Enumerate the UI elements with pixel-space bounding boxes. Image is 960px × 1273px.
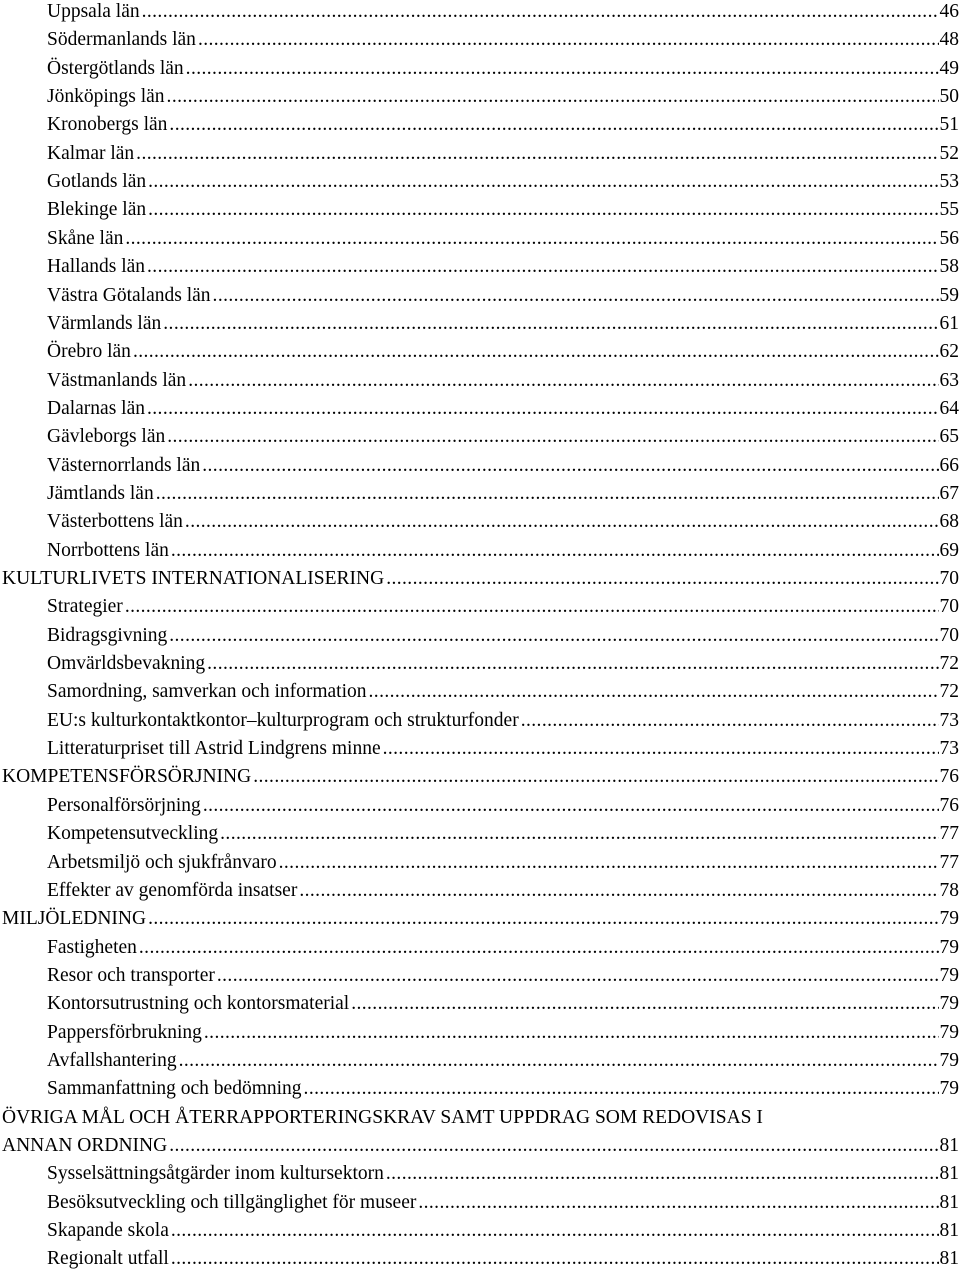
toc-entry[interactable] [0, 990, 959, 1018]
toc-row [0, 792, 959, 820]
toc-dot-leader [136, 140, 938, 168]
toc-page-number: 77 [939, 851, 959, 873]
toc-page-number: 70 [939, 568, 959, 589]
toc-dot-leader [204, 1019, 939, 1047]
toc-entry[interactable] [0, 0, 959, 26]
toc-dot-leader [125, 593, 939, 621]
toc-row [0, 537, 959, 565]
toc-dot-leader [186, 55, 939, 83]
toc-page-number: 61 [939, 312, 959, 334]
toc-row [0, 225, 959, 253]
toc-entry-title: Västra Götalands län [47, 284, 211, 306]
toc-row [0, 990, 959, 1018]
toc-row [0, 1189, 959, 1217]
toc-page-number: 81 [939, 1163, 959, 1185]
toc-dot-leader [299, 877, 938, 905]
toc-page-number: 79 [939, 908, 959, 930]
toc-row [0, 282, 959, 310]
toc-entry-title: Uppsala län [47, 1, 140, 22]
toc-entry-title: Västerbottens län [47, 511, 183, 533]
toc-entry[interactable] [0, 282, 959, 310]
toc-entry-title: Kompetensutveckling [47, 823, 219, 845]
toc-entry-title: Litteraturpriset till Astrid Lindgrens minne [47, 738, 381, 760]
toc-row [0, 83, 959, 111]
toc-dot-leader [169, 1132, 938, 1160]
toc-entry[interactable] [0, 537, 959, 565]
toc-entry[interactable] [0, 196, 959, 224]
toc-row [0, 452, 959, 480]
toc-entry-title: Bidragsgivning [47, 624, 168, 646]
toc-dot-leader [220, 820, 938, 848]
toc-page-number: 79 [939, 1049, 959, 1071]
toc-row [0, 593, 959, 621]
toc-dot-leader [148, 905, 938, 933]
toc-entry[interactable] [0, 508, 959, 536]
toc-entry-title: Besöksutveckling och tillgänglighet för museer [47, 1191, 417, 1213]
toc-page-number: 50 [939, 86, 959, 108]
toc-row [0, 934, 959, 962]
toc-page-number: 81 [939, 1134, 959, 1156]
toc-row [0, 962, 959, 990]
toc-dot-leader [203, 792, 939, 820]
toc-page-number: 79 [939, 936, 959, 958]
toc-entry[interactable] [0, 140, 959, 168]
toc-dot-leader [369, 678, 939, 706]
toc-page-number: 67 [939, 482, 959, 504]
toc-entry[interactable] [0, 962, 959, 990]
toc-entry-title: Gävleborgs län [47, 426, 166, 448]
toc-entry-title: Skåne län [47, 227, 124, 249]
toc-entry[interactable] [0, 707, 959, 735]
toc-dot-leader [188, 367, 938, 395]
toc-entry[interactable] [0, 83, 959, 111]
toc-entry-title: Västmanlands län [47, 369, 187, 391]
toc-page-number: 81 [939, 1248, 959, 1270]
toc-row [0, 763, 959, 791]
toc-row [0, 253, 959, 281]
toc-page-number: 79 [939, 993, 959, 1015]
toc-entry-title: Regionalt utfall [47, 1248, 169, 1270]
toc-entry[interactable] [0, 763, 959, 791]
toc-entry[interactable] [0, 905, 959, 933]
toc-entry-title: Södermanlands län [47, 29, 196, 51]
toc-entry[interactable] [0, 1160, 959, 1188]
toc-entry-title: Kalmar län [47, 142, 135, 164]
toc-dot-leader [163, 310, 938, 338]
toc-page-number: 49 [939, 57, 959, 79]
toc-row [0, 1047, 959, 1075]
toc-entry[interactable] [0, 1245, 959, 1273]
toc-page-number: 48 [939, 29, 959, 51]
toc-entry-title: Skapande skola [47, 1220, 169, 1242]
toc-page-number: 73 [939, 738, 959, 760]
toc-row [0, 196, 959, 224]
toc-page-number: 79 [939, 1078, 959, 1100]
toc-dot-leader [253, 763, 938, 791]
toc-page-number: 73 [939, 709, 959, 731]
toc-entry-title: Östergötlands län [47, 57, 184, 79]
toc-page-number: 65 [939, 426, 959, 448]
toc-entry-title: Blekinge län [47, 199, 147, 221]
toc-entry-title: Samordning, samverkan och information [47, 681, 367, 703]
toc-entry[interactable] [0, 395, 959, 423]
toc-entry-title: Västernorrlands län [47, 454, 201, 476]
toc-entry[interactable] [0, 678, 959, 706]
toc-dot-leader [171, 1245, 939, 1273]
toc-row [0, 678, 959, 706]
toc-page-number: 76 [939, 766, 959, 788]
toc-entry-title: Jämtlands län [47, 482, 154, 504]
toc-entry-title: Kontorsutrustning och kontorsmaterial [47, 993, 350, 1015]
toc-entry[interactable] [0, 1019, 959, 1047]
toc-dot-leader [386, 565, 938, 593]
toc-entry[interactable] [0, 452, 959, 480]
toc-entry-title: Jönköpings län [47, 86, 165, 108]
toc-row [0, 423, 959, 451]
toc-entry-title: Arbetsmiljö och sjukfrånvaro [47, 851, 277, 873]
toc-row [0, 1245, 959, 1273]
toc-dot-leader [125, 225, 938, 253]
toc-entry[interactable] [0, 338, 959, 366]
toc-entry-title: KULTURLIVETS INTERNATIONALISERING [2, 568, 385, 589]
toc-page-number: 77 [939, 823, 959, 845]
toc-row [0, 1075, 959, 1103]
toc-page-number: 66 [939, 454, 959, 476]
toc-page-number: 76 [939, 794, 959, 816]
toc-row [0, 820, 959, 848]
toc-dot-leader [217, 962, 939, 990]
toc-dot-leader [386, 1160, 939, 1188]
toc-row [0, 650, 959, 678]
toc-dot-leader [198, 26, 939, 54]
toc-page-number: 70 [939, 596, 959, 618]
toc-row [0, 735, 959, 763]
toc-entry[interactable] [0, 934, 959, 962]
toc-dot-leader [179, 1047, 939, 1075]
toc-entry-title: Pappersförbrukning [47, 1021, 202, 1043]
toc-page-number: 63 [939, 369, 959, 391]
toc-row [0, 1217, 959, 1245]
toc-row [0, 508, 959, 536]
toc-entry[interactable] [0, 367, 959, 395]
toc-dot-leader [383, 735, 939, 763]
toc-page-number: 46 [939, 1, 959, 22]
toc-entry[interactable] [0, 1047, 959, 1075]
toc-page-number: 70 [939, 624, 959, 646]
toc-entry[interactable] [0, 480, 959, 508]
toc-dot-leader [148, 196, 938, 224]
toc-page-number: 69 [939, 539, 959, 561]
toc-row [0, 565, 959, 593]
toc-page-number: 59 [939, 284, 959, 306]
toc-entry[interactable] [0, 820, 959, 848]
toc-dot-leader [202, 452, 938, 480]
toc-page-number: 58 [939, 256, 959, 278]
toc-dot-leader [169, 111, 938, 139]
toc-page-number: 78 [939, 879, 959, 901]
toc-entry[interactable] [0, 1189, 959, 1217]
toc-entry-title: Hallands län [47, 256, 146, 278]
toc-entry[interactable] [0, 849, 959, 877]
toc-entry-title: Värmlands län [47, 312, 162, 334]
toc-entry-title: Resor och transporter [47, 964, 215, 986]
toc-dot-leader [147, 395, 939, 423]
toc-row [0, 1019, 959, 1047]
toc-row [0, 140, 959, 168]
toc-row [0, 395, 959, 423]
toc-entry-title: Effekter av genomförda insatser [47, 879, 298, 901]
toc-entry-title: Personalförsörjning [47, 794, 201, 816]
toc-row [0, 849, 959, 877]
toc-page-number: 51 [939, 114, 959, 136]
toc-page-number: 79 [939, 964, 959, 986]
toc-dot-leader [142, 0, 939, 26]
toc-entry-title: Omvärldsbevakning [47, 653, 206, 675]
toc-entry-title: EU:s kulturkontaktkontor–kulturprogram och strukturfonder [47, 709, 519, 731]
toc-row [0, 905, 959, 933]
toc-entry[interactable] [0, 168, 959, 196]
toc-entry[interactable] [0, 650, 959, 678]
toc-row [0, 480, 959, 508]
toc-dot-leader [167, 83, 939, 111]
toc-entry[interactable] [0, 565, 959, 593]
toc-row [0, 622, 959, 650]
toc-entry-title: Dalarnas län [47, 397, 145, 419]
toc-row [0, 55, 959, 83]
toc-entry-title: Sammanfattning och bedömning [47, 1078, 302, 1100]
toc-dot-leader [418, 1189, 938, 1217]
toc-entry[interactable] [0, 423, 959, 451]
toc-row [0, 26, 959, 54]
toc-entry-title-line2: ANNAN ORDNING [2, 1134, 168, 1156]
toc-entry-title: Norrbottens län [47, 539, 169, 561]
toc-row [0, 1132, 959, 1160]
toc-entry[interactable] [0, 310, 959, 338]
toc-entry-title: Örebro län [47, 341, 131, 363]
toc-dot-leader [147, 253, 938, 281]
toc-entry[interactable] [0, 1217, 959, 1245]
toc-entry[interactable] [0, 111, 959, 139]
toc-page-number: 72 [939, 653, 959, 675]
toc-page-number: 62 [939, 341, 959, 363]
toc-entry[interactable] [0, 1075, 959, 1103]
toc-dot-leader [169, 622, 938, 650]
toc-dot-leader [207, 650, 938, 678]
toc-dot-leader [171, 1217, 939, 1245]
toc-page-number: 81 [939, 1191, 959, 1213]
toc-entry[interactable] [0, 26, 959, 54]
toc-row [0, 168, 959, 196]
toc-entry-title: Kronobergs län [47, 114, 168, 136]
toc-row [0, 1160, 959, 1188]
toc-entry-title: Sysselsättningsåtgärder inom kultursektorn [47, 1163, 384, 1185]
toc-entry[interactable] [0, 225, 959, 253]
toc-entry-title: Fastigheten [47, 936, 137, 958]
toc-dot-leader [148, 168, 938, 196]
toc-dot-leader [133, 338, 939, 366]
toc-page-number: 68 [939, 511, 959, 533]
toc-entry[interactable] [0, 253, 959, 281]
toc-entry[interactable] [0, 622, 959, 650]
toc-dot-leader [171, 537, 939, 565]
toc-page-number: 52 [939, 142, 959, 164]
toc-page-number: 53 [939, 171, 959, 193]
toc-page-number: 56 [939, 227, 959, 249]
toc-page-number: 72 [939, 681, 959, 703]
toc-page-number: 55 [939, 199, 959, 221]
toc-entry-title: Strategier [47, 596, 123, 618]
toc-dot-leader [156, 480, 939, 508]
toc-entry-title: MILJÖLEDNING [2, 908, 147, 930]
toc-entry-title: KOMPETENSFÖRSÖRJNING [2, 766, 252, 788]
toc-page-number: 79 [939, 1021, 959, 1043]
toc-page-number: 81 [939, 1220, 959, 1242]
toc-dot-leader [279, 849, 939, 877]
toc-entry-title: Gotlands län [47, 171, 147, 193]
toc-entry-title: Avfallshantering [47, 1049, 177, 1071]
toc-dot-leader [521, 707, 939, 735]
toc-row [0, 367, 959, 395]
toc-row [0, 310, 959, 338]
toc-page-number: 64 [939, 397, 959, 419]
toc-entry[interactable] [0, 877, 959, 905]
toc-dot-leader [304, 1075, 939, 1103]
toc-dot-leader [351, 990, 938, 1018]
toc-row [0, 111, 959, 139]
toc-row [0, 877, 959, 905]
toc-dot-leader [213, 282, 939, 310]
toc-row [0, 707, 959, 735]
toc-dot-leader [167, 423, 938, 451]
toc-dot-leader [185, 508, 939, 536]
toc-entry[interactable] [0, 55, 959, 83]
toc-entry[interactable] [0, 1104, 959, 1160]
toc-entry-title-line1: ÖVRIGA MÅL OCH ÅTERRAPPORTERINGSKRAV SAMT UPPDRAG SOM REDOVISAS I [2, 1106, 763, 1128]
toc-entry[interactable] [0, 792, 959, 820]
toc-row [0, 338, 959, 366]
toc-entry[interactable] [0, 593, 959, 621]
toc-entry[interactable] [0, 735, 959, 763]
toc-dot-leader [139, 934, 939, 962]
toc-row [0, 0, 959, 26]
